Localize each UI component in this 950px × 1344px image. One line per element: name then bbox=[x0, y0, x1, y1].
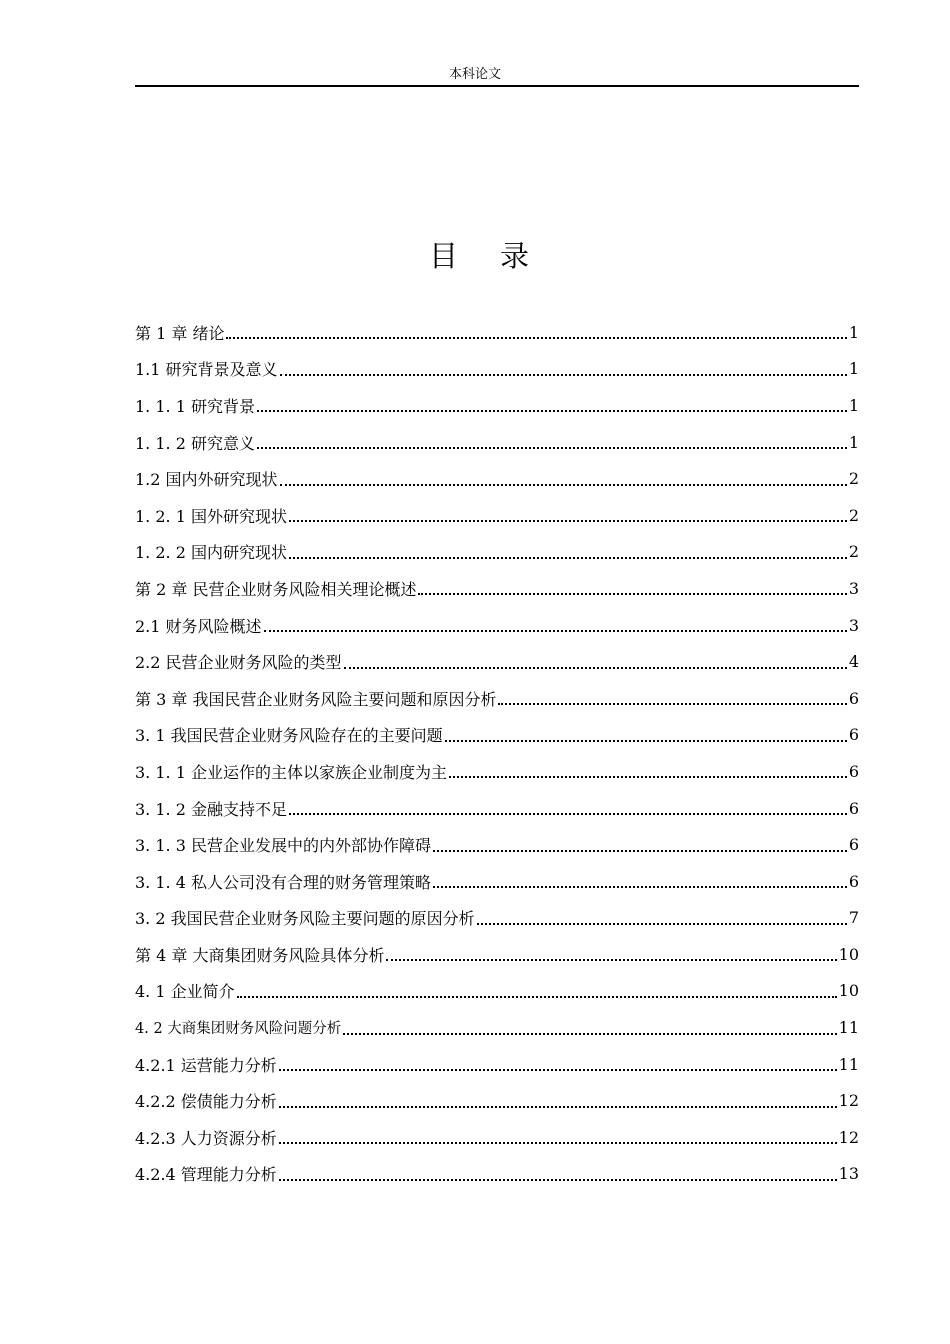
toc-title: 目录 bbox=[428, 239, 571, 273]
toc-entry-page: 13 bbox=[838, 1164, 859, 1184]
toc-entry-label: 3. 1. 4 私人公司没有合理的财务管理策略 bbox=[135, 872, 431, 892]
toc-dot-leader bbox=[445, 740, 847, 742]
toc-entry-page: 1 bbox=[848, 322, 859, 342]
toc-entry[interactable] bbox=[135, 1082, 859, 1119]
toc-entry[interactable] bbox=[135, 900, 859, 937]
toc-entry-label: 1. 1. 1 研究背景 bbox=[135, 396, 255, 416]
toc-dot-leader bbox=[279, 1179, 837, 1181]
toc-entry[interactable] bbox=[135, 753, 859, 790]
toc-entry-label: 第 4 章 大商集团财务风险具体分析 bbox=[135, 945, 385, 965]
toc-entry[interactable] bbox=[135, 351, 859, 388]
toc-entry-label: 4.2.2 偿债能力分析 bbox=[135, 1092, 277, 1112]
toc-dot-leader bbox=[237, 996, 837, 998]
toc-dot-leader bbox=[344, 667, 847, 669]
toc-entry-label: 3. 1 我国民营企业财务风险存在的主要问题 bbox=[135, 726, 443, 746]
header-rule bbox=[135, 85, 859, 87]
toc-entry[interactable] bbox=[135, 1009, 859, 1046]
toc-dot-leader bbox=[279, 1069, 837, 1071]
toc-entry[interactable] bbox=[135, 826, 859, 863]
toc-entry-label: 4.2.1 运营能力分析 bbox=[135, 1055, 277, 1075]
toc-entry-page: 1 bbox=[848, 395, 859, 415]
toc-entry[interactable] bbox=[135, 1156, 859, 1193]
toc-entry-label: 4.2.3 人力资源分析 bbox=[135, 1128, 277, 1148]
toc-entry-label: 1.1 研究背景及意义 bbox=[135, 360, 278, 380]
toc-entry-label: 4. 1 企业简介 bbox=[135, 982, 235, 1002]
toc-entry[interactable] bbox=[135, 1119, 859, 1156]
toc-dot-leader bbox=[257, 447, 847, 449]
toc-entry-page: 6 bbox=[848, 835, 859, 855]
toc-entry-page: 6 bbox=[848, 688, 859, 708]
toc-dot-leader bbox=[433, 886, 847, 888]
toc-entry[interactable] bbox=[135, 717, 859, 754]
toc-dot-leader bbox=[264, 630, 847, 632]
toc-entry-label: 3. 1. 1 企业运作的主体以家族企业制度为主 bbox=[135, 762, 447, 782]
toc-entry-label: 1. 2. 1 国外研究现状 bbox=[135, 506, 287, 526]
toc-entry-label: 4.2.4 管理能力分析 bbox=[135, 1165, 277, 1185]
toc-dot-leader bbox=[226, 337, 846, 339]
toc-entry[interactable] bbox=[135, 643, 859, 680]
toc-dot-leader bbox=[343, 1033, 836, 1035]
toc-entry-page: 6 bbox=[848, 798, 859, 818]
toc-entry[interactable] bbox=[135, 973, 859, 1010]
toc-entry[interactable] bbox=[135, 863, 859, 900]
toc-entry-label: 1. 2. 2 国内研究现状 bbox=[135, 543, 287, 563]
table-of-contents bbox=[135, 314, 859, 1192]
toc-entry-label: 第 2 章 民营企业财务风险相关理论概述 bbox=[135, 579, 417, 599]
toc-entry-label: 2.2 民营企业财务风险的类型 bbox=[135, 653, 342, 673]
toc-entry-page: 2 bbox=[848, 505, 859, 525]
toc-entry-page: 10 bbox=[838, 944, 859, 964]
toc-dot-leader bbox=[449, 776, 847, 778]
toc-entry-page: 6 bbox=[848, 761, 859, 781]
toc-entry-page: 7 bbox=[848, 908, 859, 928]
toc-entry[interactable] bbox=[135, 387, 859, 424]
toc-entry-page: 1 bbox=[848, 432, 859, 452]
toc-entry[interactable] bbox=[135, 680, 859, 717]
toc-dot-leader bbox=[418, 593, 846, 595]
toc-entry-label: 1.2 国内外研究现状 bbox=[135, 470, 278, 490]
toc-entry-label: 4. 2 大商集团财务风险问题分析 bbox=[135, 1021, 342, 1038]
toc-entry-page: 11 bbox=[838, 1018, 859, 1038]
toc-entry-page: 3 bbox=[848, 615, 859, 635]
toc-entry[interactable] bbox=[135, 1046, 859, 1083]
toc-entry-page: 2 bbox=[848, 469, 859, 489]
toc-entry[interactable] bbox=[135, 424, 859, 461]
toc-entry[interactable] bbox=[135, 314, 859, 351]
toc-entry-label: 第 3 章 我国民营企业财务风险主要问题和原因分析 bbox=[135, 689, 497, 709]
toc-entry-page: 2 bbox=[848, 542, 859, 562]
toc-entry-page: 4 bbox=[848, 652, 859, 672]
toc-dot-leader bbox=[279, 1106, 837, 1108]
toc-entry-label: 1. 1. 2 研究意义 bbox=[135, 433, 255, 453]
toc-dot-leader bbox=[477, 923, 847, 925]
toc-entry[interactable] bbox=[135, 497, 859, 534]
toc-entry[interactable] bbox=[135, 790, 859, 827]
running-header: 本科论文 bbox=[448, 67, 501, 82]
toc-entry-page: 3 bbox=[848, 578, 859, 598]
toc-dot-leader bbox=[257, 410, 847, 412]
toc-entry-page: 12 bbox=[838, 1091, 859, 1111]
toc-entry-label: 3. 1. 3 民营企业发展中的内外部协作障碍 bbox=[135, 836, 431, 856]
toc-dot-leader bbox=[289, 557, 847, 559]
toc-entry-page: 6 bbox=[848, 725, 859, 745]
toc-dot-leader bbox=[498, 703, 846, 705]
toc-entry-label: 3. 1. 2 金融支持不足 bbox=[135, 799, 287, 819]
toc-dot-leader bbox=[280, 484, 847, 486]
toc-entry-page: 12 bbox=[838, 1127, 859, 1147]
toc-dot-leader bbox=[279, 1142, 837, 1144]
toc-entry-label: 2.1 财务风险概述 bbox=[135, 616, 262, 636]
toc-entry-page: 10 bbox=[838, 981, 859, 1001]
toc-entry-label: 3. 2 我国民营企业财务风险主要问题的原因分析 bbox=[135, 909, 475, 929]
toc-entry[interactable] bbox=[135, 534, 859, 571]
toc-dot-leader bbox=[433, 850, 847, 852]
toc-entry-page: 1 bbox=[848, 359, 859, 379]
toc-dot-leader bbox=[386, 959, 836, 961]
toc-entry[interactable] bbox=[135, 936, 859, 973]
toc-entry-label: 第 1 章 绪论 bbox=[135, 323, 225, 343]
toc-entry-page: 6 bbox=[848, 871, 859, 891]
toc-dot-leader bbox=[280, 374, 847, 376]
toc-entry[interactable] bbox=[135, 607, 859, 644]
toc-dot-leader bbox=[289, 813, 847, 815]
toc-entry[interactable] bbox=[135, 460, 859, 497]
toc-dot-leader bbox=[289, 520, 847, 522]
toc-entry-page: 11 bbox=[838, 1054, 859, 1074]
toc-entry[interactable] bbox=[135, 570, 859, 607]
